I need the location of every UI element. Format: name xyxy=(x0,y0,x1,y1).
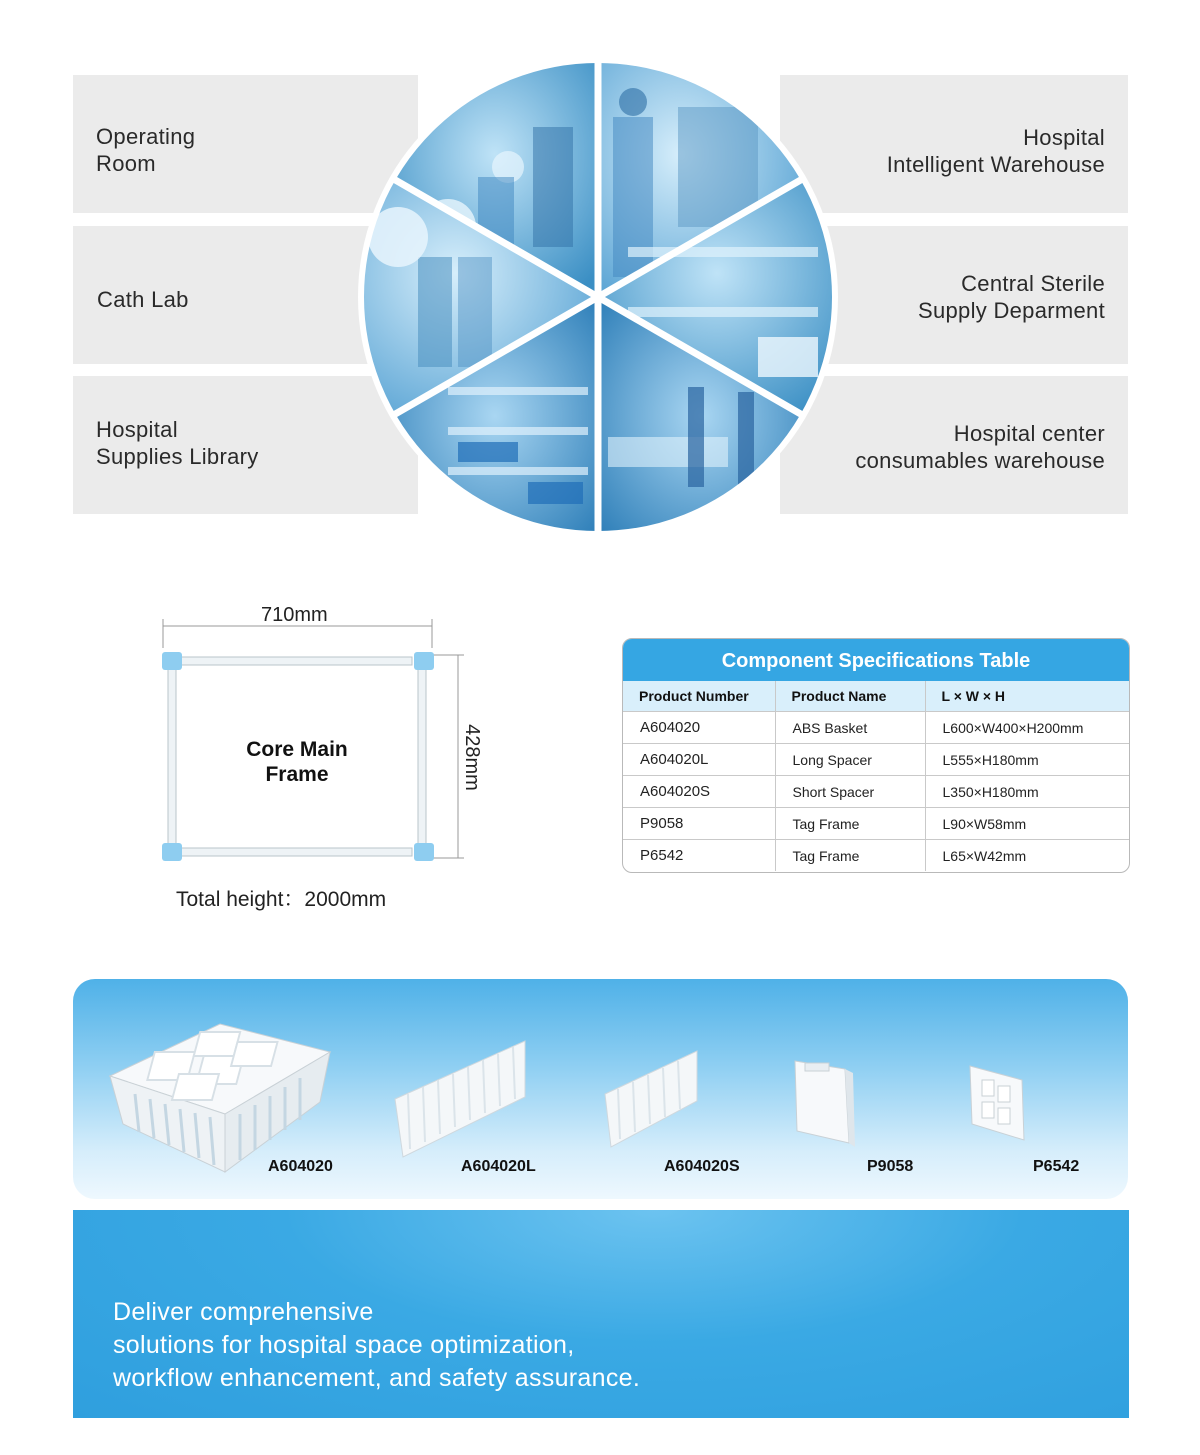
cell-product-name: Short Spacer xyxy=(775,776,925,808)
header-dimensions: L × W × H xyxy=(925,681,1129,712)
cell-product-name: ABS Basket xyxy=(775,712,925,744)
cell-product-number: A604020S xyxy=(623,776,775,808)
frame-connector xyxy=(414,843,434,861)
header-product-number: Product Number xyxy=(623,681,775,712)
table-row xyxy=(623,744,1129,776)
footer-banner xyxy=(73,1210,1129,1418)
product-label-p9058: P9058 xyxy=(867,1158,914,1175)
spec-table-title: Component Specifications Table xyxy=(623,639,1129,681)
header-product-name: Product Name xyxy=(775,681,925,712)
scenario-label-cath-lab: Cath Lab xyxy=(97,287,189,312)
tag-frame-small-image xyxy=(966,1062,1032,1142)
tag-frame-image xyxy=(791,1057,857,1149)
cell-product-number: P6542 xyxy=(623,840,775,872)
table-row xyxy=(623,808,1129,840)
frame-connector xyxy=(414,652,434,670)
frame-depth-label: 428mm xyxy=(460,724,483,791)
table-row xyxy=(623,840,1129,872)
cell-product-name: Long Spacer xyxy=(775,744,925,776)
cell-product-number: P9058 xyxy=(623,808,775,840)
frame-width-label: 710mm xyxy=(261,604,328,626)
cell-dimensions: L350×H180mm xyxy=(925,776,1129,808)
scenario-label-supplies-library: Hospital Supplies Library xyxy=(96,417,259,469)
cell-product-name: Tag Frame xyxy=(775,840,925,872)
frame-connector xyxy=(162,843,182,861)
short-spacer-image xyxy=(603,1049,699,1149)
cell-dimensions: L65×W42mm xyxy=(925,840,1129,872)
product-label-a604020s: A604020S xyxy=(664,1158,740,1175)
cell-product-name: Tag Frame xyxy=(775,808,925,840)
cell-dimensions: L555×H180mm xyxy=(925,744,1129,776)
scenario-label-sterile-supply: Central Sterile Supply Deparment xyxy=(917,271,1105,323)
frame-connector xyxy=(162,652,182,670)
abs-basket-image xyxy=(105,1014,335,1174)
footer-tagline: Deliver comprehensive solutions for hospital space optimization, workflow enhancement, and safety assurance. xyxy=(113,1298,641,1392)
spec-table xyxy=(622,638,1130,873)
product-band xyxy=(73,979,1128,1199)
product-label-p6542: P6542 xyxy=(1033,1158,1080,1175)
frame-title: Core Main Frame xyxy=(246,738,348,786)
cell-dimensions: L90×W58mm xyxy=(925,808,1129,840)
scenario-label-consumables-warehouse: Hospital center consumables warehouse xyxy=(855,421,1105,473)
total-height-label: Total height：2000mm xyxy=(176,888,387,911)
cell-product-number: A604020L xyxy=(623,744,775,776)
product-label-a604020l: A604020L xyxy=(461,1158,536,1175)
cell-product-number: A604020 xyxy=(623,712,775,744)
table-row xyxy=(623,776,1129,808)
cell-dimensions: L600×W400×H200mm xyxy=(925,712,1129,744)
spec-table-header xyxy=(623,681,1129,712)
scenario-label-operating-room: Operating Room xyxy=(96,124,196,176)
hospital-scenes-circle xyxy=(358,57,838,537)
long-spacer-image xyxy=(393,1039,528,1161)
scenario-label-intelligent-warehouse: Hospital Intelligent Warehouse xyxy=(886,125,1105,177)
product-label-a604020: A604020 xyxy=(268,1158,333,1175)
table-row xyxy=(623,712,1129,744)
